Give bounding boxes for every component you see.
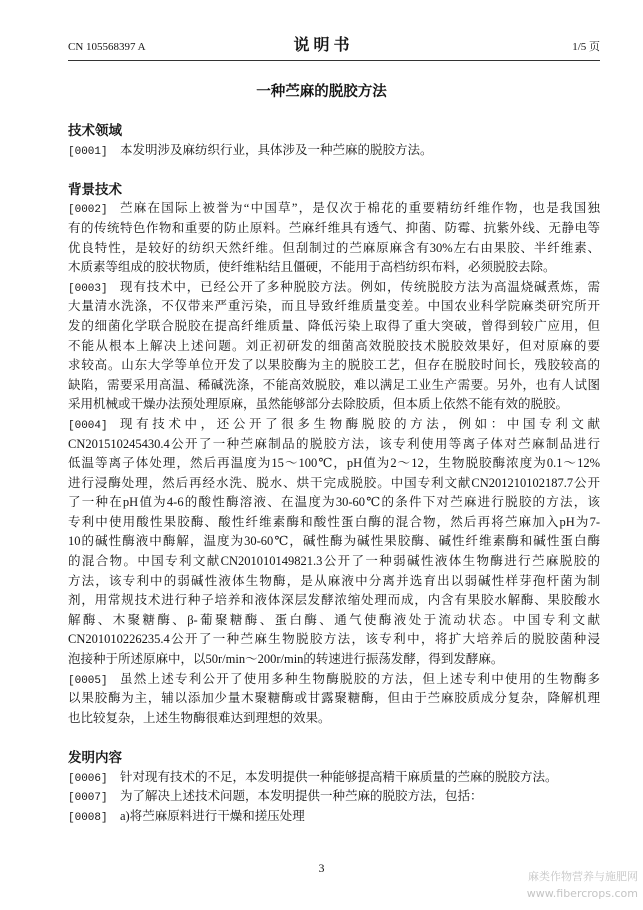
paragraph-number: [0005] <box>68 674 108 687</box>
watermark-site-name: 麻类作物营养与施肥网 <box>528 870 638 883</box>
paragraph-line <box>68 239 600 259</box>
paragraph-line <box>68 376 600 396</box>
paragraph-number: [0006] <box>68 772 108 785</box>
paragraph-line <box>68 807 600 827</box>
section-heading: 发明内容 <box>68 750 122 765</box>
paragraph-line <box>68 258 600 278</box>
paragraph <box>68 415 600 670</box>
paragraph-line <box>68 356 600 376</box>
document-type-label: 说 明 书 <box>293 37 350 54</box>
paragraph-number: [0008] <box>68 811 108 824</box>
paragraph-line <box>68 591 600 611</box>
patent-number: CN 105568397 A <box>68 41 146 53</box>
document-title: 一种苎麻的脱胶方法 <box>256 84 387 100</box>
paragraph-number: [0004] <box>68 419 108 432</box>
paragraph-line <box>68 454 600 474</box>
page-indicator: 1/5 页 <box>572 41 600 53</box>
paragraph-line <box>68 395 600 415</box>
section <box>68 748 600 826</box>
section-heading: 背景技术 <box>68 181 122 197</box>
line-text: 有的传统特色作物和重要的防止原料。苎麻纤维具有透气、抑菌、防霉、抗紫外线、无静电等 <box>68 220 600 235</box>
line-text: 也比较复杂，上述生物酶很难达到理想的效果。 <box>68 710 331 725</box>
line-text: 采用机械或干燥办法预处理原麻，虽然能够部分去除胶质，但本质上依然不能有效的脱胶。 <box>68 397 569 412</box>
line-text: 以果胶酶为主，辅以添加少量木聚糖酶或甘露聚糖酶，但由于苎麻胶质成分复杂，降解机理 <box>68 691 600 706</box>
line-text: 针对现有技术的不足，本发明提供一种能够提高精干麻质量的苎麻的脱胶方法。 <box>120 769 558 784</box>
line-text: a)将苎麻原料进行干燥和搓压处理 <box>120 808 305 823</box>
paragraph <box>68 787 600 807</box>
line-text: 专利中使用酸性果胶酶、酸性纤维素酶和酸性蛋白酶的混合物，然后再将苎麻加入pH为7- <box>68 514 600 529</box>
line-text: 优良特性，是较好的纺织天然纤维。但刮制过的苎麻原麻含有30%左右由果胶、半纤维素、 <box>68 240 600 255</box>
paragraph-line <box>68 552 600 572</box>
document-body <box>68 121 600 826</box>
watermark-url: www.fibercrops.com <box>526 887 638 900</box>
paragraph-line <box>68 199 600 219</box>
paragraph-number: [0002] <box>68 204 108 217</box>
paragraph-line <box>68 611 600 631</box>
paragraph-line <box>68 532 600 552</box>
paragraph-line <box>68 650 600 670</box>
paragraph-line <box>68 787 600 807</box>
paragraph-line <box>68 474 600 494</box>
line-text: 缺陷，需要采用高温、稀碱洗涤，不能高效脱胶，难以满足工业生产需要。另外，也有人试图 <box>68 377 600 392</box>
paragraph-line <box>68 670 600 690</box>
line-text: 求较高。山东大学等单位开发了以果胶酶为主的脱胶工艺，但存在脱胶时间长，残胶较高的 <box>68 358 600 373</box>
paragraph-line <box>68 709 600 729</box>
line-text: 为了解决上述技术问题，本发明提供一种苎麻的脱胶方法，包括： <box>120 789 483 804</box>
line-text: 进行浸酶处理，然后再经水洗、脱水、烘干完成脱胶。中国专利文献CN201210102187.7公开 <box>68 475 600 490</box>
line-text: 现有技术中，还公开了很多生物酶脱胶的方法，例如：中国专利文献 <box>120 416 600 431</box>
page-number: 3 <box>318 861 325 875</box>
line-text: 10的碱性酶液中酶解，温度为30-60℃，碱性酶为碱性果胶酶、碱性纤维素酶和碱性蛋白酶 <box>68 534 600 549</box>
paragraph-line <box>68 513 600 533</box>
paragraph <box>68 141 600 161</box>
line-text: CN201010226235.4公开了一种苎麻生物脱胶方法，该专利中，将扩大培养后的脱胶菌种浸 <box>68 632 600 647</box>
line-text: 泡接种于所述原麻中，以50r/min～200r/min的转速进行振荡发酵，得到发酵麻。 <box>68 652 504 667</box>
paragraph-line <box>68 493 600 513</box>
paragraph-line <box>68 768 600 788</box>
paragraph-line <box>68 278 600 298</box>
paragraph-line <box>68 317 600 337</box>
paragraph-line <box>68 219 600 239</box>
paragraph <box>68 768 600 788</box>
header-rule <box>68 60 600 61</box>
line-text: 了一种在pH值为4-6的酸性酶溶液、在温度为30-60℃的条件下对苎麻进行脱胶的方法，该 <box>68 495 600 510</box>
line-text: 剂，用常规技术进行种子培养和液体深层发酵浓缩处理而成，内含有果胶水解酶、果胶酸水 <box>68 593 600 608</box>
paragraph-number: [0003] <box>68 282 108 295</box>
line-text: 方法，该专利中的弱碱性液体生物酶，是从麻液中分离并选育出以弱碱性样芽孢杆菌为制 <box>68 573 600 588</box>
line-text: 发的细菌化学联合脱胶在提高纤维质量、降低污染上取得了重大突破，曾得到较广应用，但 <box>68 318 600 333</box>
paragraph <box>68 199 600 277</box>
line-text: 木质素等组成的胶状物质，使纤维粘结且僵硬，不能用于高档纺织布料，必须脱胶去除。 <box>68 260 556 275</box>
line-text: 苎麻在国际上被誉为“中国草”，是仅次于棉花的重要精纺纤维作物，也是我国独 <box>120 201 600 216</box>
paragraph-line <box>68 297 600 317</box>
paragraph-line <box>68 337 600 357</box>
watermark <box>527 868 638 902</box>
paragraph-line <box>68 435 600 455</box>
line-text: 的混合物。中国专利文献CN201010149821.3公开了一种弱碱性液体生物酶进行苎麻脱胶的 <box>68 554 600 569</box>
line-text: 现有技术中，已经公开了多种脱胶方法。例如，传统脱胶方法为高温烧碱煮炼，需 <box>120 279 600 294</box>
line-text: 大量清水洗涤，不仅带来严重污染，而且导致纤维质量变差。中国农业科学院麻类研究所开 <box>68 299 600 314</box>
paragraph-line <box>68 141 600 161</box>
line-text: 不能从根本上解决上述问题。刘正初研发的细菌高效脱胶技术脱胶效果好，但对原麻的要 <box>68 338 600 353</box>
section <box>68 121 600 160</box>
paragraph <box>68 278 600 415</box>
line-text: 虽然上述专利公开了使用多种生物酶脱胶的方法，但上述专利中使用的生物酶多 <box>120 671 600 686</box>
line-text: 低温等离子体处理，然后再温度为15～100℃，pH值为2～12，生物脱胶酶浓度为0.1～12% <box>68 456 600 471</box>
paragraph <box>68 670 600 729</box>
line-text: 解酶、木聚糖酶、β-葡聚糖酶、蛋白酶、通气使酶液处于流动状态。中国专利文献 <box>68 612 600 627</box>
paragraph-number: [0007] <box>68 792 108 805</box>
paragraph-line <box>68 689 600 709</box>
paragraph-line <box>68 630 600 650</box>
paragraph <box>68 807 600 827</box>
line-text: 本发明涉及麻纺织行业，具体涉及一种苎麻的脱胶方法。 <box>120 142 433 157</box>
section-heading: 技术领域 <box>68 123 122 138</box>
section <box>68 180 600 729</box>
paragraph-line <box>68 572 600 592</box>
paragraph-number: [0001] <box>68 145 108 158</box>
line-text: CN201510245430.4公开了一种苎麻制品的脱胶方法，该专利使用等离子体对苎麻制品进行 <box>68 436 600 451</box>
paragraph-line <box>68 415 600 435</box>
